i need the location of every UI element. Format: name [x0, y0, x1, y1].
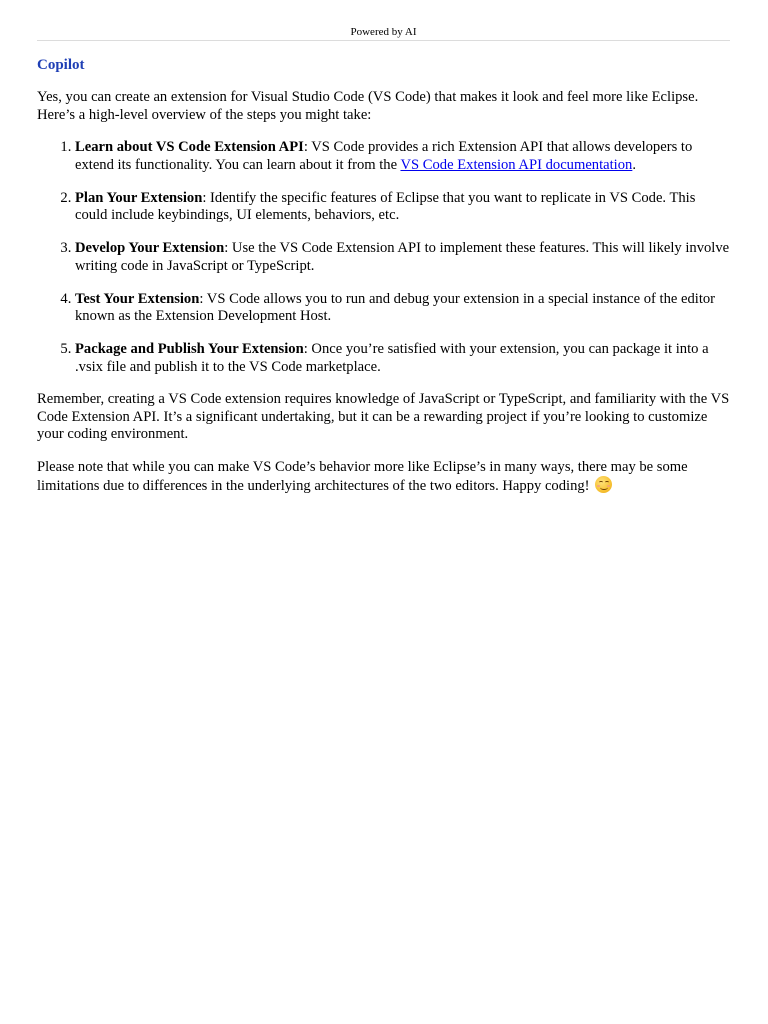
step-item	[75, 240, 731, 275]
note-text: Please note that while you can make VS Code’s behavior more like Eclipse’s in many ways, there may be some limitations due to differences in the underlying architectures of the two editors. Happy coding!	[37, 458, 688, 495]
step-title: Develop Your Extension	[75, 240, 225, 257]
step-item	[75, 190, 731, 225]
step-text: : Once you’re satisfied with your extension, you can package it into a .vsix file and publish it to the VS Code marketplace.	[75, 341, 709, 375]
step-item	[75, 341, 731, 376]
step-text: : VS Code allows you to run and debug your extension in a special instance of the editor known as the Extension Development Host.	[75, 290, 716, 325]
step-item	[75, 139, 731, 174]
step-title: Package and Publish Your Extension	[75, 341, 304, 358]
steps-list	[37, 139, 731, 376]
remember-paragraph: Remember, creating a VS Code extension requires knowledge of JavaScript or TypeScript, and familiarity with the VS Code Extension API. It’s a significant undertaking, but it can be a rewarding project if you’re looking to customize your coding environment.	[37, 391, 730, 443]
step-text-after: .	[632, 156, 636, 173]
step-title: Learn about VS Code Extension API	[75, 139, 304, 155]
intro-paragraph: Yes, you can create an extension for Visual Studio Code (VS Code) that makes it look and feel more like Eclipse. Here’s a high-level overview of the steps you might take:	[37, 89, 699, 123]
step-text: : VS Code provides a rich Extension API that allows developers to extend its functionality. You can learn about it from the	[75, 139, 693, 173]
response-content	[37, 56, 731, 511]
step-title: Plan Your Extension	[75, 189, 203, 206]
step-text: : Use the VS Code Extension API to implement these features. This will likely involve writing code in JavaScript or TypeScript.	[75, 240, 730, 274]
api-docs-link[interactable]: VS Code Extension API documentation	[400, 156, 633, 173]
step-item	[75, 291, 731, 326]
step-title: Test Your Extension	[75, 290, 200, 307]
powered-by-label: Powered by AI	[350, 26, 417, 38]
powered-by-header	[37, 26, 730, 41]
smiling-face-emoji-icon	[595, 476, 612, 493]
note-paragraph	[37, 459, 731, 496]
copilot-title: Copilot	[37, 57, 85, 73]
step-text: : Identify the specific features of Eclipse that you want to replicate in VS Code. This could include keybindings, UI elements, behaviors, etc.	[75, 189, 696, 224]
